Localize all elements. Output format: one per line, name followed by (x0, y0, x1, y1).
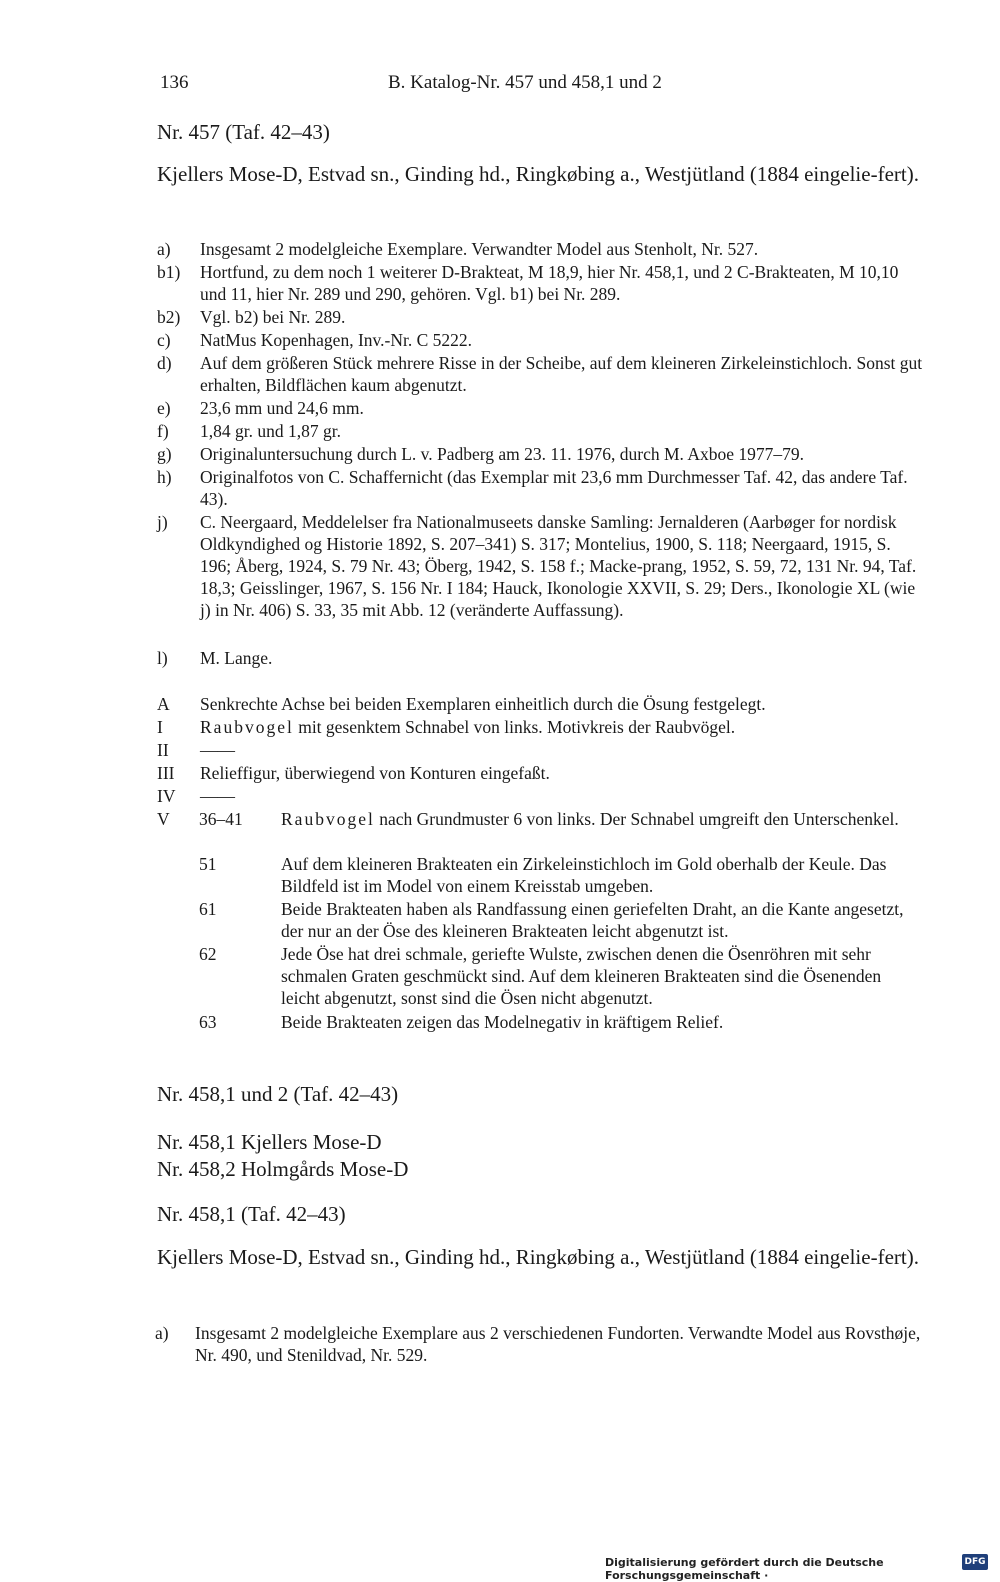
analysis-text: Relieffigur, überwiegend von Konturen eingefaßt. (200, 763, 550, 783)
entry-text: Insgesamt 2 modelgleiche Exemplare. Verwandter Model aus Stenholt, Nr. 527. (200, 239, 759, 259)
detail-text-rest: nach Grundmuster 6 von links. Der Schnabel umgreift den Unterschenkel. (374, 809, 899, 829)
analysis-label: IV (157, 786, 176, 806)
catalog-heading-457: Nr. 457 (Taf. 42–43) (157, 120, 330, 144)
detail-code: 51 (199, 854, 217, 874)
entry-text: Insgesamt 2 modelgleiche Exemplare aus 2 verschiedenen Fundorten. Verwandte Model aus Rovsthøje, Nr. 490, und Stenildvad, Nr. 529. (195, 1323, 921, 1365)
subheading-458-1: Nr. 458,1 Kjellers Mose-D (157, 1130, 382, 1154)
analysis-text (200, 716, 925, 738)
running-title: B. Katalog-Nr. 457 und 458,1 und 2 (388, 72, 662, 93)
entry-label: e) (157, 398, 171, 418)
catalog-heading-458-1: Nr. 458,1 (Taf. 42–43) (157, 1202, 346, 1226)
analysis-label: I (157, 717, 163, 737)
entry-label: h) (157, 467, 172, 487)
detail-code: 62 (199, 944, 217, 964)
entry-label: a) (155, 1323, 169, 1343)
detail-code: 61 (199, 899, 217, 919)
entry-text: Originalfotos von C. Schaffernicht (das Exemplar mit 23,6 mm Durchmesser Taf. 42, das andere Taf. 43). (200, 467, 908, 509)
digitization-credit: Digitalisierung gefördert durch die Deutsche Forschungsgemeinschaft · (605, 1556, 884, 1582)
entry-label: j) (157, 512, 168, 532)
entry-text: NatMus Kopenhagen, Inv.-Nr. C 5222. (200, 330, 473, 350)
entry-text: C. Neergaard, Meddelelser fra Nationalmuseets danske Samling: Jernalderen (Aarbøger for nordisk Oldkyndighed og Historie 1892, S. 207–341) S. 317; Montelius, 1900, S. 118; Neergaard, 1915, S. 196; Åberg, 1924, S. 79 Nr. 43; Öberg, 1942, S. 158 f.; Macke-prang, 1952, S. 59, 72, 131 Nr. 94, Taf. 18,3; Geisslinger, 1967, S. 156 Nr. I 184; Hauck, Ikonologie XXVII, S. 29; Ders., Ikonologie XL (wie j) in Nr. 406) S. 33, 35 mit Abb. 12 (veränderte Auffassung). (200, 512, 917, 620)
catalog-heading-458: Nr. 458,1 und 2 (Taf. 42–43) (157, 1082, 399, 1106)
entry-label: b2) (157, 307, 181, 327)
entry-label: a) (157, 239, 171, 259)
entry-label: l) (157, 648, 168, 668)
entry-label: c) (157, 330, 171, 350)
analysis-label: III (157, 763, 175, 783)
entry-label: d) (157, 353, 172, 373)
detail-text: Beide Brakteaten haben als Randfassung einen geriefelten Draht, an die Kante angesetzt, der nur an der Öse des kleineren Brakteaten leicht abgenutzt ist. (281, 899, 904, 941)
find-location-458-1: Kjellers Mose-D, Estvad sn., Ginding hd., Ringkøbing a., Westjütland (1884 eingelie-fert). (157, 1245, 919, 1269)
entry-text: Originaluntersuchung durch L. v. Padberg am 23. 11. 1976, durch M. Axboe 1977–79. (200, 444, 804, 464)
analysis-text: —— (200, 740, 235, 760)
page-number: 136 (160, 72, 189, 93)
subheading-458-2: Nr. 458,2 Holmgårds Mose-D (157, 1157, 409, 1181)
dfg-logo-icon: DFG (962, 1554, 988, 1570)
detail-code: 36–41 (199, 809, 243, 829)
entry-label: f) (157, 421, 169, 441)
entry-text: 23,6 mm und 24,6 mm. (200, 398, 364, 418)
entry-text: Vgl. b2) bei Nr. 289. (200, 307, 346, 327)
entry-label: b1) (157, 262, 181, 282)
find-location-457: Kjellers Mose-D, Estvad sn., Ginding hd., Ringkøbing a., Westjütland (1884 eingelie-fert). (157, 162, 919, 186)
entry-text: 1,84 gr. und 1,87 gr. (200, 421, 341, 441)
spaced-term: Raubvogel (200, 717, 294, 737)
analysis-text-rest: mit gesenktem Schnabel von links. Motivkreis der Raubvögel. (293, 717, 736, 737)
analysis-text: —— (200, 786, 235, 806)
analysis-text: Senkrechte Achse bei beiden Exemplaren einheitlich durch die Ösung festgelegt. (200, 694, 766, 714)
entry-text: M. Lange. (200, 648, 273, 668)
analysis-label: V (157, 809, 170, 829)
detail-code: 63 (199, 1012, 217, 1032)
entry-label: g) (157, 444, 172, 464)
detail-text: Auf dem kleineren Brakteaten ein Zirkeleinstichloch im Gold oberhalb der Keule. Das Bildfeld ist im Model von einem Kreisstab umgeben. (281, 854, 887, 896)
analysis-label: II (157, 740, 169, 760)
spaced-term: Raubvogel (281, 809, 375, 829)
detail-text (281, 808, 917, 830)
detail-text: Jede Öse hat drei schmale, geriefte Wulste, zwischen denen die Ösenröhren mit sehr schmalen Graten geschmückt sind. Auf dem kleineren Brakteaten sind die Ösenenden leicht abgenutzt, sonst sind die Ösen nicht abgenutzt. (281, 944, 882, 1008)
entry-text: Auf dem größeren Stück mehrere Risse in der Scheibe, auf dem kleineren Zirkeleinstichloch. Sonst gut erhalten, Bildflächen kaum abgenutzt. (200, 353, 923, 395)
detail-text: Beide Brakteaten zeigen das Modelnegativ in kräftigem Relief. (281, 1012, 724, 1032)
entry-text: Hortfund, zu dem noch 1 weiterer D-Brakteat, M 18,9, hier Nr. 458,1, und 2 C-Brakteaten, M 10,10 und 11, hier Nr. 289 und 290, gehören. Vgl. b1) bei Nr. 289. (200, 262, 899, 304)
analysis-label: A (157, 694, 170, 714)
